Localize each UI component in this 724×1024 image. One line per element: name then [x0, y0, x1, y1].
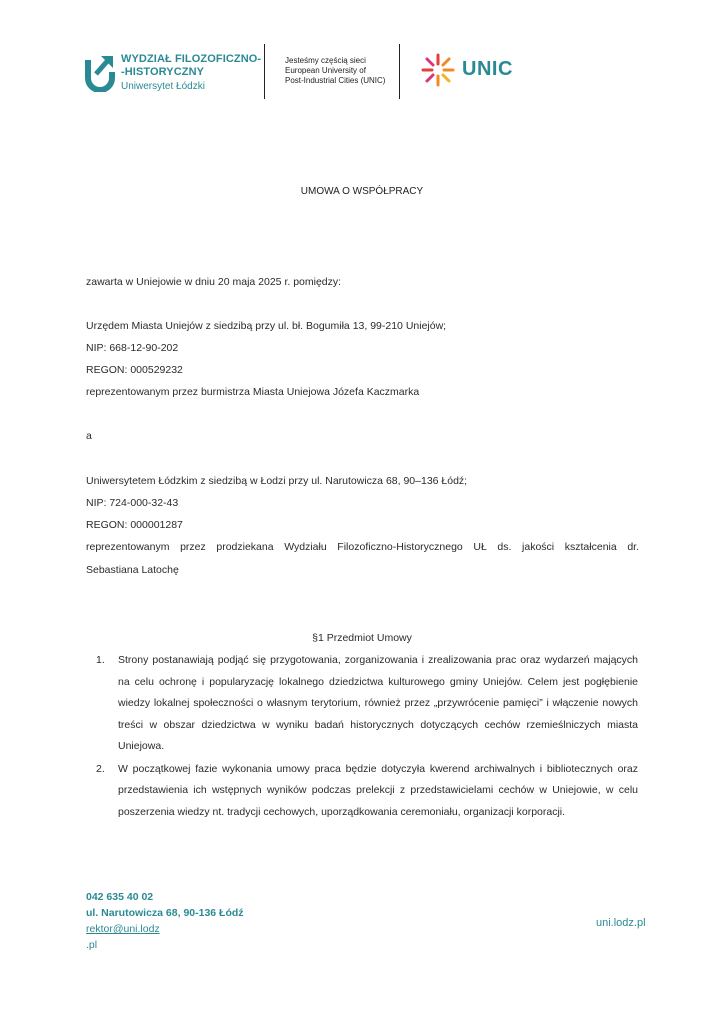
- party2-regon: REGON: 000001287: [86, 519, 183, 531]
- footer-address: ul. Narutowicza 68, 90-136 Łódź: [86, 907, 244, 919]
- party1-represented: reprezentowanym przez burmistrza Miasta Uniejowa Józefa Kaczmarka: [86, 386, 420, 398]
- footer-contact: [86, 889, 244, 953]
- header-divider: [264, 44, 265, 99]
- footer-phone: 042 635 40 02: [86, 891, 154, 903]
- footer-email-tail: .pl: [86, 939, 98, 951]
- university-name: Uniwersytet Łódzki: [121, 81, 205, 92]
- section-items-list: [96, 650, 638, 824]
- faculty-name: [121, 53, 261, 93]
- network-line3: Post-Industrial Cities (UNIC): [285, 76, 386, 85]
- list-item-text: Strony postanawiają podjąć się przygotowania, zorganizowania i zrealizowania prac oraz wydarzeń mających na celu ochronę i popularyzację lokalnego dziedzictwa kulturowego gminy Uniejów. Celem jest pogłębienie wiedzy lokalnej społeczności o własnym terytorium, również przez „przywrócenie pamięci” i włączenie nowych treści w obszar dziedzictwa w wyniku badań historycznych dotyczących cechów rzemieślniczych miasta Uniejowa.: [118, 654, 638, 752]
- footer-website[interactable]: uni.lodz.pl: [596, 917, 646, 929]
- document-title: UMOWA O WSPÓŁPRACY: [300, 186, 424, 197]
- university-logo-icon: [84, 50, 116, 92]
- intro-text: zawarta w Uniejowie w dniu 20 maja 2025 r. pomiędzy:: [86, 276, 342, 288]
- list-item-number: 2.: [96, 762, 105, 775]
- footer-email-link[interactable]: rektor@uni.lodz: [86, 923, 160, 935]
- network-line1: Jesteśmy częścią sieci: [285, 56, 366, 65]
- header-divider: [399, 44, 400, 99]
- conjunction: a: [86, 430, 92, 442]
- unic-logo-text: UNIC: [462, 58, 513, 80]
- network-line2: European University of: [285, 66, 366, 75]
- party1-nip: NIP: 668-12-90-202: [86, 342, 179, 354]
- party2-represented-line1: reprezentowanym przez prodziekana Wydziału Filozoficzno-Historycznego UŁ ds. jakości kształcenia dr.: [86, 541, 639, 553]
- list-item: [96, 759, 638, 824]
- list-item: [96, 650, 638, 758]
- list-item-text: W początkowej fazie wykonania umowy praca będzie dotyczyła kwerend archiwalnych i bibliotecznych oraz przedstawienia ich wstępnych wyników podczas prelekcji z przedstawicielami cechów w Uniejowie, w celu poszerzenia wiedzy nt. tradycji cechowych, uporządkowania ceremoniału, organizacji korporacji.: [118, 762, 638, 818]
- party2-nip: NIP: 724-000-32-43: [86, 497, 179, 509]
- party2-name: Uniwersytetem Łódzkim z siedzibą w Łodzi przy ul. Narutowicza 68, 90–136 Łódź;: [86, 475, 468, 487]
- faculty-name-line2: -HISTORYCZNY: [121, 66, 205, 78]
- party1-name: Urzędem Miasta Uniejów z siedzibą przy ul. bł. Bogumiła 13, 99-210 Uniejów;: [86, 320, 447, 332]
- network-info: [285, 56, 385, 86]
- faculty-name-line1: WYDZIAŁ FILOZOFICZNO-: [121, 53, 262, 65]
- party1-regon: REGON: 000529232: [86, 364, 183, 376]
- unic-starburst-icon: [420, 52, 456, 88]
- section-title: §1 Przedmiot Umowy: [312, 632, 412, 644]
- party2-represented-line2: Sebastiana Latochę: [86, 564, 179, 576]
- list-item-number: 1.: [96, 654, 105, 666]
